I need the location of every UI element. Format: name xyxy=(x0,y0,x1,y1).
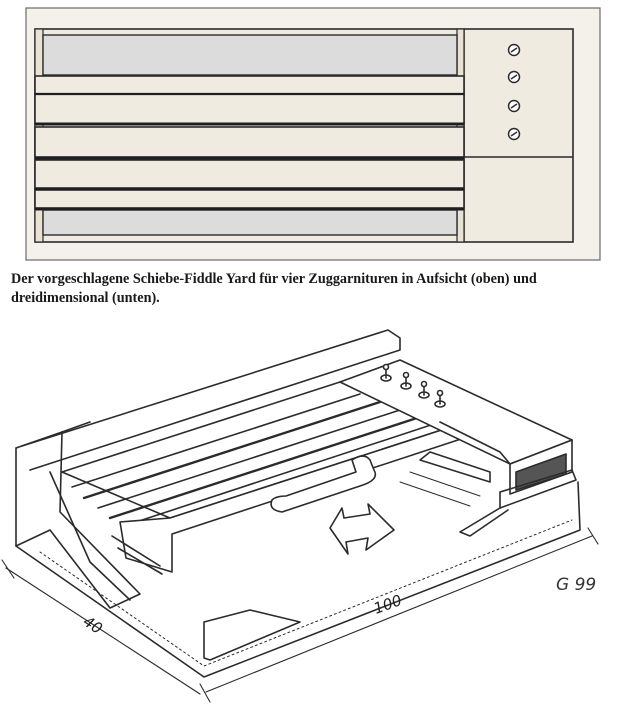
switch-knob-icon-3 xyxy=(509,101,520,112)
switch-knob-icon-2 xyxy=(509,72,520,83)
plan-track-5 xyxy=(35,190,464,208)
figure-caption: Der vorgeschlagene Schiebe-Fiddle Yard für vier Zuggarnituren in Aufsicht (oben) und dreidimensional (unten). xyxy=(11,271,537,306)
switch-knob-icon-1 xyxy=(509,45,520,56)
dimension-line-depth xyxy=(6,568,200,694)
dimension-tick-right xyxy=(588,528,598,544)
dimension-tick-mid xyxy=(200,684,210,702)
artist-signature: G 99 xyxy=(556,575,597,595)
dimension-depth-label: 40 xyxy=(79,612,106,638)
plan-track-4 xyxy=(35,160,464,188)
iso-right-end-slope xyxy=(460,508,508,536)
plan-bottom-gray-area xyxy=(43,210,457,235)
iso-base-dotted-edge xyxy=(40,520,572,666)
plan-top-gray-area xyxy=(43,35,457,75)
iso-guide-rail xyxy=(420,452,490,482)
iso-guide-rail-line xyxy=(400,472,480,506)
plan-view-drawing xyxy=(0,0,630,262)
plan-track-2 xyxy=(35,94,464,124)
iso-front-board xyxy=(204,610,300,660)
plan-track-3 xyxy=(35,127,464,157)
slide-direction-arrow-icon xyxy=(330,504,394,554)
dimension-tick-left xyxy=(2,560,14,578)
dimension-length-label: 100 xyxy=(371,591,405,618)
iso-left-wall-inner xyxy=(62,422,90,432)
switch-knob-icon-4 xyxy=(509,129,520,140)
plan-track-1 xyxy=(35,76,464,94)
isometric-drawing xyxy=(0,322,630,706)
